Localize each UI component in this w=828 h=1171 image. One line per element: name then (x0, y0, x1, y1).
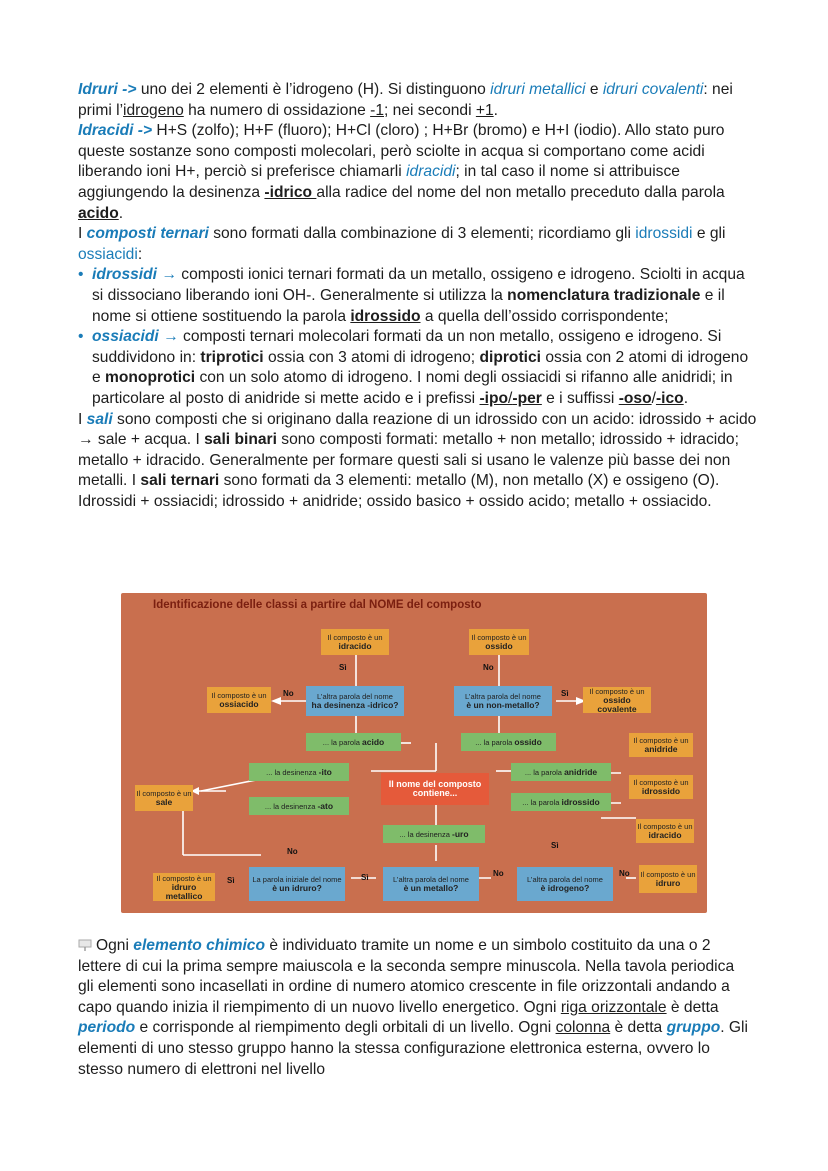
box-small: ... la desinenza (264, 801, 316, 811)
text-block-top (78, 80, 758, 512)
bullet-idrossidi (78, 265, 758, 327)
box-q-idrogeno (517, 867, 613, 901)
text: e gli (692, 225, 726, 243)
bullet-dot: • (78, 328, 84, 346)
paragraph-sali (78, 410, 758, 513)
box-anidride (629, 733, 693, 757)
box-small: Il composto è un (589, 686, 645, 696)
paragraph-elemento-chimico (78, 936, 750, 1080)
label-si: Sì (561, 689, 569, 698)
suffix-oso: -oso (618, 389, 652, 407)
box-big: ha desinenza -idrico? (311, 700, 399, 710)
box-big: -ato (317, 800, 334, 811)
text: ha numero di ossidazione (183, 101, 371, 119)
term-elemento-chimico: elemento chimico (133, 937, 265, 954)
label-si: Sì (551, 841, 559, 850)
paragraph-idracidi (78, 121, 758, 224)
text: . (118, 204, 124, 222)
label-si: Sì (361, 873, 369, 882)
text: e i suffissi (541, 389, 619, 407)
box-small: La parola iniziale del nome (252, 875, 342, 884)
box-q-idrico (306, 686, 404, 716)
box-small: ... la parola (522, 797, 560, 807)
box-small: Il composto è un (211, 691, 267, 700)
label-no: No (287, 847, 298, 856)
underlined-colonna: colonna (555, 1019, 611, 1037)
box-q-idruro (249, 867, 345, 901)
text: Ogni (96, 937, 134, 954)
box-ossido-covalente (583, 687, 651, 713)
box-small: ... la parola (524, 767, 562, 777)
underlined-riga: riga orizzontale (560, 998, 667, 1016)
box-big: idracido (338, 641, 372, 651)
box-big: -ito (318, 766, 332, 777)
box-ossido-top (469, 629, 529, 655)
box-big: è un metallo? (403, 883, 459, 893)
text: sono formati dalla combinazione di 3 elementi; ricordiamo gli (208, 225, 636, 243)
box-small: Il composto è un (471, 633, 527, 642)
text: ossia con 2 atomi di idrogeno e (92, 348, 749, 387)
box-small: ... la desinenza (399, 829, 450, 839)
box-des-uro (383, 825, 485, 843)
text: composti ternari molecolari formati da un non metallo, ossigeno e idrogeno. Si suddividono in: (92, 328, 722, 366)
box-idruro-metallico (153, 873, 215, 901)
box-big: ossido (514, 736, 542, 747)
box-small: L’altra parola del nome (465, 692, 541, 701)
term-idruri-metallici: idruri metallici (490, 81, 586, 98)
box-big: acido (362, 736, 385, 747)
box-idruro (639, 865, 697, 893)
text: ; nei secondi (384, 101, 476, 119)
prefix-per: -per (512, 389, 542, 407)
text: è detta (666, 998, 719, 1016)
arrow-icon: → (157, 266, 182, 284)
term-idrossidi-bullet: idrossidi (92, 266, 157, 284)
term-idrossidi: idrossidi (635, 225, 693, 243)
bullet-dot: • (78, 266, 84, 284)
text: ; in tal caso il nome si attribuisce aggiungendo la desinenza (78, 163, 680, 201)
text: sono composti formati: metallo + non metallo; idrossido + idracido; metallo + idracido. Generalmente per formare questi sali si usano le valenze più basse dei non metalli. I (78, 431, 739, 490)
box-small: ... la parola (475, 737, 513, 747)
text: è detta (610, 1019, 667, 1037)
term-ossiacidi: ossiacidi (78, 245, 138, 263)
underlined-value: +1 (475, 101, 494, 119)
term-periodo: periodo (78, 1019, 136, 1037)
box-big: idracido (648, 830, 682, 840)
label-si: Sì (339, 663, 347, 672)
box-big: è un idruro? (272, 883, 322, 893)
text: : (137, 245, 143, 263)
flowchart-arrows (121, 593, 707, 913)
box-parola-acido (306, 733, 401, 751)
box-big: è un non-metallo? (466, 700, 540, 710)
box-big: idrossido (641, 786, 681, 796)
text: e (585, 81, 603, 98)
text: . (683, 389, 689, 407)
box-q-nonmetallo (454, 686, 552, 716)
memo-pin-icon (78, 939, 92, 951)
box-sale (135, 785, 193, 811)
suffix-idrico: -idrico (264, 183, 317, 201)
text: I (78, 225, 87, 243)
box-big: sale (155, 797, 173, 807)
underlined-value: -1 (370, 101, 384, 119)
box-parola-idrossido (511, 793, 611, 811)
term-triprotici: triprotici (200, 348, 264, 366)
paragraph-composti-ternari (78, 224, 758, 265)
box-big: idruro (655, 878, 681, 888)
text: : nei primi l’ (78, 81, 733, 119)
term-idracidi-italic: idracidi (406, 163, 456, 181)
term-sali-ternari: sali ternari (140, 472, 220, 490)
box-small: ... la parola (322, 737, 360, 747)
text: sono composti che si originano dalla reazione di un idrossido con un acido: idrossido + acido → sale + acqua. I (78, 410, 757, 449)
term-nomenclatura: nomenclatura tradizionale (507, 286, 701, 304)
box-idrossido (629, 775, 693, 799)
text: e il nome si ottiene sostituendo la parola (92, 286, 725, 325)
term-idruri-covalenti: idruri covalenti (602, 81, 704, 98)
text: . (493, 101, 499, 119)
box-idracido-top (321, 629, 389, 655)
box-ossiacido (207, 687, 271, 713)
box-big: è idrogeno? (540, 883, 590, 893)
text: H+S (zolfo); H+F (fluoro); H+Cl (cloro) ; H+Br (bromo) e H+I (iodio). Allo stato puro queste sostanze sono composti molecolari, però sciolte in acqua si comportano come acidi liberando ioni H+, perciò si preferisce chiamarli (78, 122, 725, 181)
term-ossiacidi-bullet: ossiacidi (92, 328, 159, 346)
label-no: No (283, 689, 294, 698)
text: con un solo atomo di idrogeno. I nomi degli ossiacidi si rifanno alle anidridi; in particolare al posto di anidride si mette acido e i prefissi (92, 369, 733, 407)
figure-title: Identificazione delle classi a partire dal NOME del composto (153, 599, 482, 611)
text: uno dei 2 elementi è l’idrogeno (H). Si distinguono (136, 81, 491, 98)
box-des-ato (249, 797, 349, 815)
box-big: anidride (644, 744, 678, 754)
text: alla radice del nome del non metallo preceduto dalla parola (316, 183, 725, 201)
term-sali: sali (86, 410, 113, 428)
box-parola-ossido (461, 733, 556, 751)
term-monoprotici: monoprotici (105, 369, 196, 387)
label-no: No (619, 869, 630, 878)
term-idruri: Idruri -> (78, 81, 137, 98)
term-gruppo: gruppo (666, 1019, 721, 1037)
term-idracidi: Idracidi -> (78, 122, 153, 140)
box-big: anidride (564, 766, 598, 777)
box-small: L’altra parola del nome (317, 692, 393, 701)
text: . Gli elementi di uno stesso gruppo hanno la stessa configurazione elettronica esterna, ovvero lo stesso numero di elettroni nel livello (78, 1019, 748, 1078)
box-small: Il composto è un (633, 778, 689, 787)
underlined-idrogeno: idrogeno (123, 101, 184, 119)
text: e corrisponde al riempimento degli orbitali di un livello. Ogni (135, 1019, 556, 1037)
box-des-ito (249, 763, 349, 781)
label-si: Sì (227, 876, 235, 885)
prefix-ipo: -ipo (479, 389, 509, 407)
text: ossia con 3 atomi di idrogeno; (263, 348, 480, 366)
flowchart-figure (121, 593, 707, 913)
text: sono formati da 3 elementi: metallo (M), non metallo (X) e ossigeno (O). Idrossidi + ossiacidi; idrossido + anidride; ossido basico + ossido acido; metallo + ossiacido. (78, 472, 720, 510)
word-idrossido: idrossido (350, 307, 421, 325)
box-big: idrossido (561, 796, 600, 807)
label-no: No (483, 663, 494, 672)
text-block-bottom (78, 936, 750, 1080)
box-small: Il composto è un (327, 633, 383, 642)
text: I (78, 410, 87, 428)
term-composti-ternari: composti ternari (86, 225, 209, 243)
box-small: ... la desinenza (266, 767, 317, 777)
box-big: ossido (485, 641, 513, 651)
box-big: -uro (452, 828, 469, 839)
box-big: ossido covalente (597, 694, 637, 714)
box-small: Il composto è un (637, 822, 693, 831)
box-small: L’altra parola del nome (527, 875, 603, 884)
label-no: No (493, 869, 504, 878)
bullet-ossiacidi (78, 327, 758, 409)
text: / (651, 389, 656, 407)
word-acido: acido (78, 204, 119, 222)
term-diprotici: diprotici (479, 348, 541, 366)
box-idracido-right (636, 819, 694, 843)
box-big: idruro metallico (165, 881, 203, 901)
term-sali-binari: sali binari (204, 431, 277, 449)
box-big: ossiacido (219, 699, 259, 709)
box-q-metallo (383, 867, 479, 901)
box-small: Il composto è un (633, 736, 689, 745)
box-small: L’altra parola del nome (393, 875, 469, 884)
text: a quella dell’ossido corrispondente; (420, 307, 669, 325)
box-small: Il composto è un (136, 789, 192, 798)
box-parola-anidride (511, 763, 611, 781)
box-small: Il composto è un (156, 873, 212, 883)
text: composti ionici ternari formati da un metallo, ossigeno e idrogeno. Sciolti in acqua si dissociano liberando ioni OH-. Generalmente si utilizza la (92, 266, 745, 304)
box-center (381, 773, 489, 805)
text: è individuato tramite un nome e un simbolo costituito da una o 2 lettere di cui la prima sempre maiuscola e la seconda sempre minuscola. Nella tavola periodica gli elementi sono incasellati in ordine di numero atomico crescente in file orizzontali andando a capo quando inizia il riempimento di un nuovo livello energetico. Ogni (78, 937, 735, 1016)
arrow-icon: → (158, 328, 184, 346)
box-small: Il composto è un (640, 870, 696, 879)
paragraph-idruri (78, 80, 758, 121)
center-text: Il nome del composto contiene... (388, 779, 482, 798)
text: / (508, 389, 513, 407)
suffix-ico: -ico (655, 389, 684, 407)
